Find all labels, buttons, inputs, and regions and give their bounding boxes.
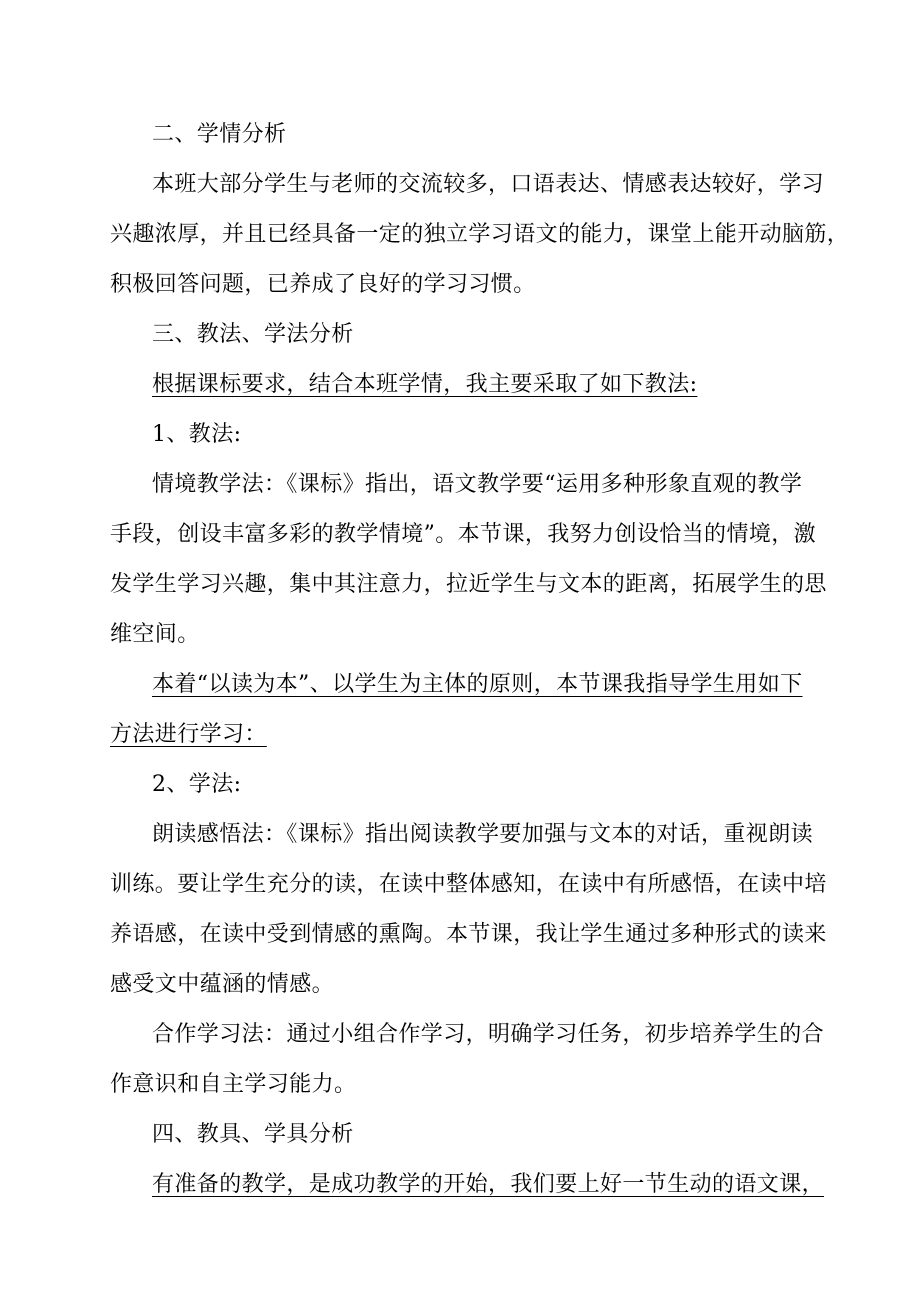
section-heading-learning-analysis: 二、学情分析 [152,122,287,147]
paragraph-line: 训练。要让学生充分的读，在读中整体感知，在读中有所感悟，在读中培 [110,872,827,897]
paragraph-line: 养语感，在读中受到情感的熏陶。本节课，我让学生通过多种形式的读来 [110,922,827,947]
paragraph-line: 合作学习法：通过小组合作学习，明确学习任务，初步培养学生的合 [152,1022,825,1047]
list-item-learning-method: 2、学法: [152,772,242,797]
paragraph-line: 本班大部分学生与老师的交流较多，口语表达、情感表达较好，学习 [152,172,825,197]
paragraph-line: 作意识和自主学习能力。 [110,1072,357,1097]
list-item-teaching-method: 1、教法: [152,422,242,447]
underlined-paragraph-methods-intro: 根据课标要求，结合本班学情，我主要采取了如下教法: [152,372,698,397]
section-heading-teaching-aids: 四、教具、学具分析 [152,1122,354,1147]
paragraph-line: 朗读感悟法：《课标》指出阅读教学要加强与文本的对话，重视朗读 [152,822,814,847]
paragraph-line: 本着“以读为本”、以学生为主体的原则，本节课我指导学生用如下 [152,672,803,697]
section-heading-methods-analysis: 三、教法、学法分析 [152,322,354,347]
underlined-paragraph-preparation: 有准备的教学，是成功教学的开始，我们要上好一节生动的语文课， [152,1172,825,1197]
paragraph-line: 感受文中蕴涵的情感。 [110,972,335,997]
paragraph-line: 情境教学法：《课标》指出，语文教学要“运用多种形象直观的教学 [152,472,803,497]
paragraph-line: 发学生学习兴趣，集中其注意力，拉近学生与文本的距离，拓展学生的思 [110,572,827,597]
paragraph-line: 方法进行学习： [110,722,267,747]
paragraph-line: 兴趣浓厚，并且已经具备一定的独立学习语文的能力，课堂上能开动脑筋， [110,222,850,247]
paragraph-line: 手段，创设丰富多彩的教学情境”。本节课，我努力创设恰当的情境，激 [110,522,817,547]
paragraph-line: 积极回答问题，已养成了良好的学习习惯。 [110,272,536,297]
paragraph-line: 维空间。 [110,622,200,647]
